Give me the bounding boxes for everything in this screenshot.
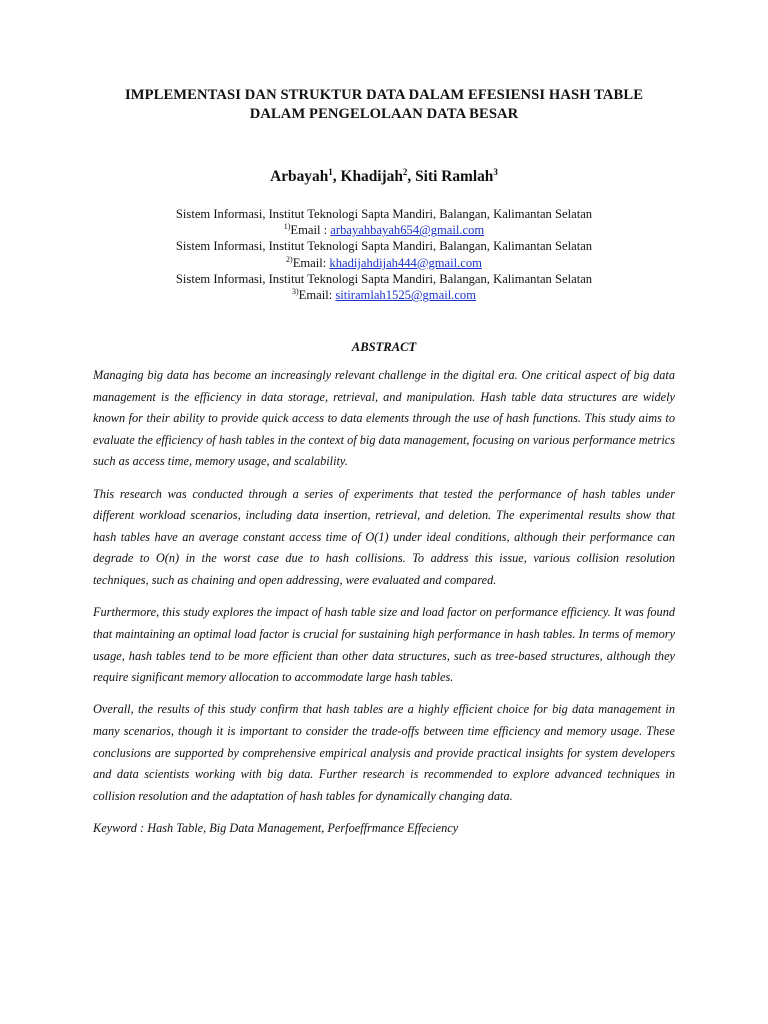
- paper-title: [60, 86, 708, 124]
- email-label: Email :: [290, 223, 331, 238]
- affiliation-institution: Sistem Informasi, Institut Teknologi Sapta Mandiri, Balangan, Kalimantan Selatan: [175, 207, 593, 221]
- email-mark: 2): [286, 254, 293, 264]
- affiliation-email-line: [0, 255, 768, 271]
- affiliation-email-line: [0, 287, 768, 303]
- author-name: Siti Ramlah: [415, 168, 494, 185]
- email-label: Email:: [292, 255, 330, 270]
- author-affiliation-mark: 3: [493, 167, 498, 177]
- abstract-paragraph: Furthermore, this study explores the impact of hash table size and load factor on performance efficiency. It was found that maintaining an optimal load factor is crucial for sustaining high performance in hash tables. In terms of memory usage, hash tables tend to be more efficient than other data structures, such as tree-based structures, although they require significant memory allocation to accommodate large hash tables.: [93, 605, 675, 685]
- affiliation-institution: Sistem Informasi, Institut Teknologi Sapta Mandiri, Balangan, Kalimantan Selatan: [175, 239, 593, 254]
- affiliation-institution: Sistem Informasi, Institut Teknologi Sapta Mandiri, Balangan, Kalimantan Selatan: [175, 271, 593, 286]
- email-label: Email:: [298, 288, 336, 303]
- keywords-line: Keyword : Hash Table, Big Data Management, Perfoeffrmance Effeciency: [93, 821, 459, 836]
- title-line-1: IMPLEMENTASI DAN STRUKTUR DATA DALAM EFESIENSI HASH TABLE: [124, 87, 644, 103]
- email-link[interactable]: khadijahdijah444@gmail.com: [329, 255, 482, 270]
- email-link[interactable]: sitiramlah1525@gmail.com: [335, 288, 477, 303]
- affiliation-block: [0, 206, 768, 303]
- abstract-paragraph: Managing big data has become an increasingly relevant challenge in the digital era. One critical aspect of big data management is the efficiency in data storage, retrieval, and manipulation. Hash table data structures are widely known for their ability to provide quick access to data elements through the use of hash functions. This study aims to evaluate the efficiency of hash tables in the context of big data management, focusing on various performance metrics such as access time, memory usage, and scalability.: [93, 368, 675, 469]
- author-name: Arbayah: [270, 168, 329, 185]
- abstract-body: [93, 365, 675, 850]
- abstract-heading: ABSTRACT: [351, 340, 417, 354]
- email-mark: 3): [291, 287, 299, 297]
- abstract-paragraph: Overall, the results of this study confirm that hash tables are a highly efficient choice for big data management in many scenarios, though it is important to consider the trade-offs between time efficiency and memory usage. These conclusions are supported by comprehensive empirical analysis and provide practical insights for system developers and data scientists working with big data. Further research is recommended to explore advanced techniques in collision resolution and the adaptation of hash tables for dynamically changing data.: [93, 702, 675, 803]
- title-line-2: DALAM PENGELOLAAN DATA BESAR: [249, 106, 519, 122]
- affiliation-email-line: [0, 222, 768, 238]
- author-affiliation-mark: 2: [402, 167, 408, 177]
- abstract-paragraph: This research was conducted through a series of experiments that tested the performance of hash tables under different workload scenarios, including data insertion, retrieval, and deletion. The experimental results show that hash tables have an average constant access time of O(1) under ideal conditions, although their performance can degrade to O(n) in the worst case due to hash collisions. To address this issue, various collision resolution techniques, such as chaining and open addressing, were evaluated and compared.: [93, 486, 675, 588]
- author-affiliation-mark: 1: [328, 167, 333, 177]
- author-separator: ,: [407, 168, 416, 185]
- author-name: Khadijah: [340, 168, 403, 185]
- email-mark: 1): [283, 222, 291, 232]
- author-list: [0, 167, 768, 187]
- email-link[interactable]: arbayahbayah654@gmail.com: [330, 223, 485, 238]
- author-separator: ,: [332, 168, 341, 185]
